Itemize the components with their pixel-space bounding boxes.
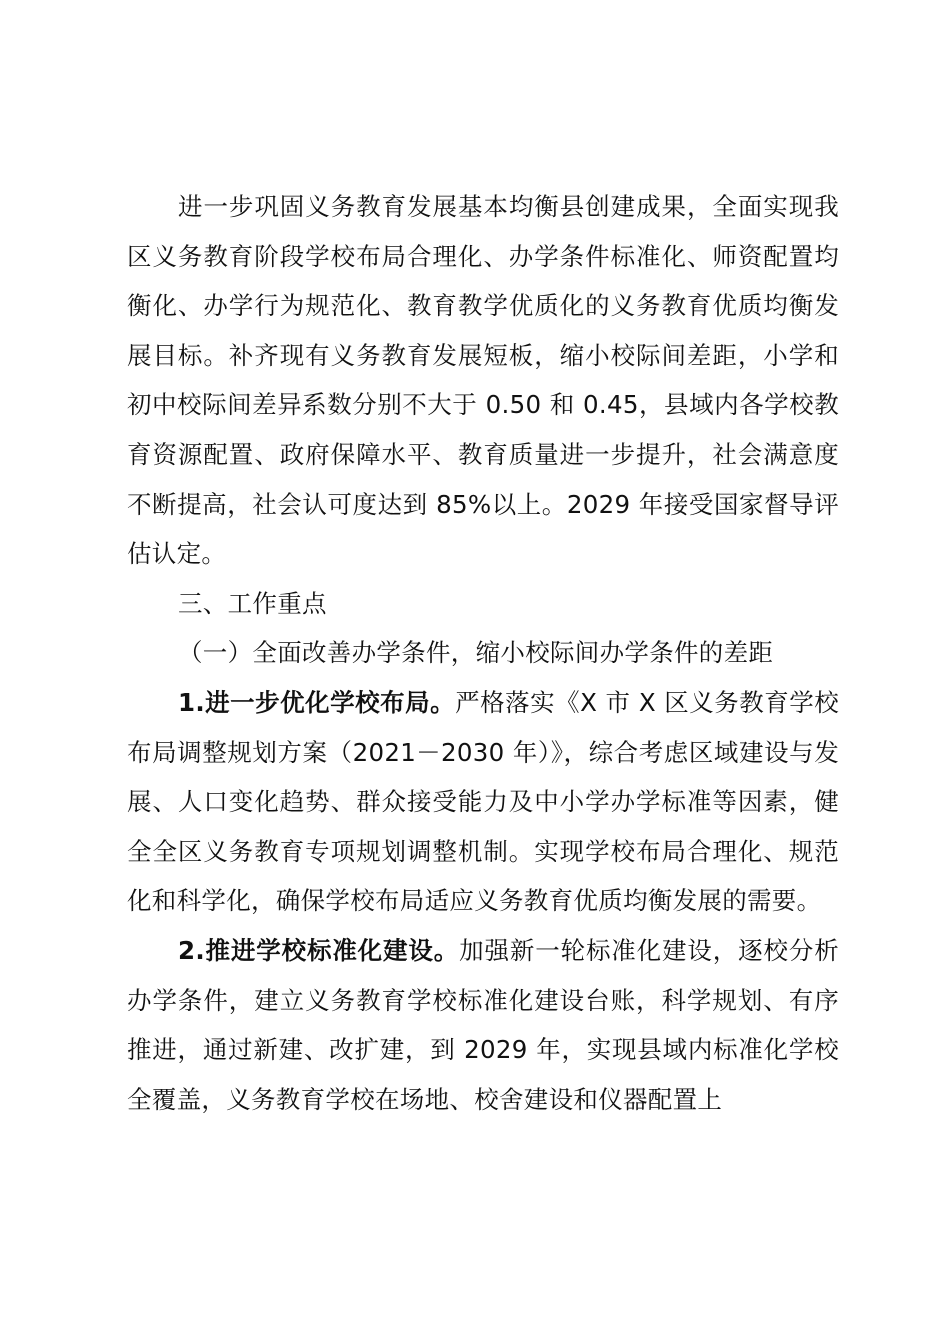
item-1-body: 严格落实《X 市 X 区义务教育学校布局调整规划方案（2021－2030 年）》，综合考虑区域建设与发展、人口变化趋势、群众接受能力及中小学办学标准等因素，健全全区义务教育专项规划调整机制。实现学校布局合理化、规范化和科学化，确保学校布局适应义务教育优质均衡发展的需要。 <box>127 687 839 916</box>
paragraph-goal <box>127 182 839 579</box>
document-body <box>127 182 839 1124</box>
sub-heading-text: （一）全面改善办学条件，缩小校际间办学条件的差距 <box>178 638 774 668</box>
item-1-title: 1.进一步优化学校布局。 <box>178 687 456 717</box>
section-heading <box>127 579 839 629</box>
item-2-paragraph <box>127 926 839 1124</box>
paragraph-goal-text: 进一步巩固义务教育发展基本均衡县创建成果，全面实现我区义务教育阶段学校布局合理化、办学条件标准化、师资配置均衡化、办学行为规范化、教育教学优质化的义务教育优质均衡发展目标。补齐现有义务教育发展短板，缩小校际间差距，小学和初中校际间差异系数分别不大于 0.50 和 0.45，县域内各学校教育资源配置、政府保障水平、教育质量进一步提升，社会满意度不断提高，社会认可度达到 85%以上。2029 年接受国家督导评估认定。 <box>127 192 839 569</box>
section-heading-text: 三、工作重点 <box>178 588 327 618</box>
sub-heading <box>127 628 839 678</box>
item-1-paragraph <box>127 678 839 926</box>
item-2-title: 2.推进学校标准化建设。 <box>178 935 460 965</box>
item-2-body: 加强新一轮标准化建设，逐校分析办学条件，建立义务教育学校标准化建设台账，科学规划、有序推进，通过新建、改扩建，到 2029 年，实现县域内标准化学校全覆盖，义务教育学校在场地、校舍建设和仪器配置上 <box>127 935 840 1114</box>
